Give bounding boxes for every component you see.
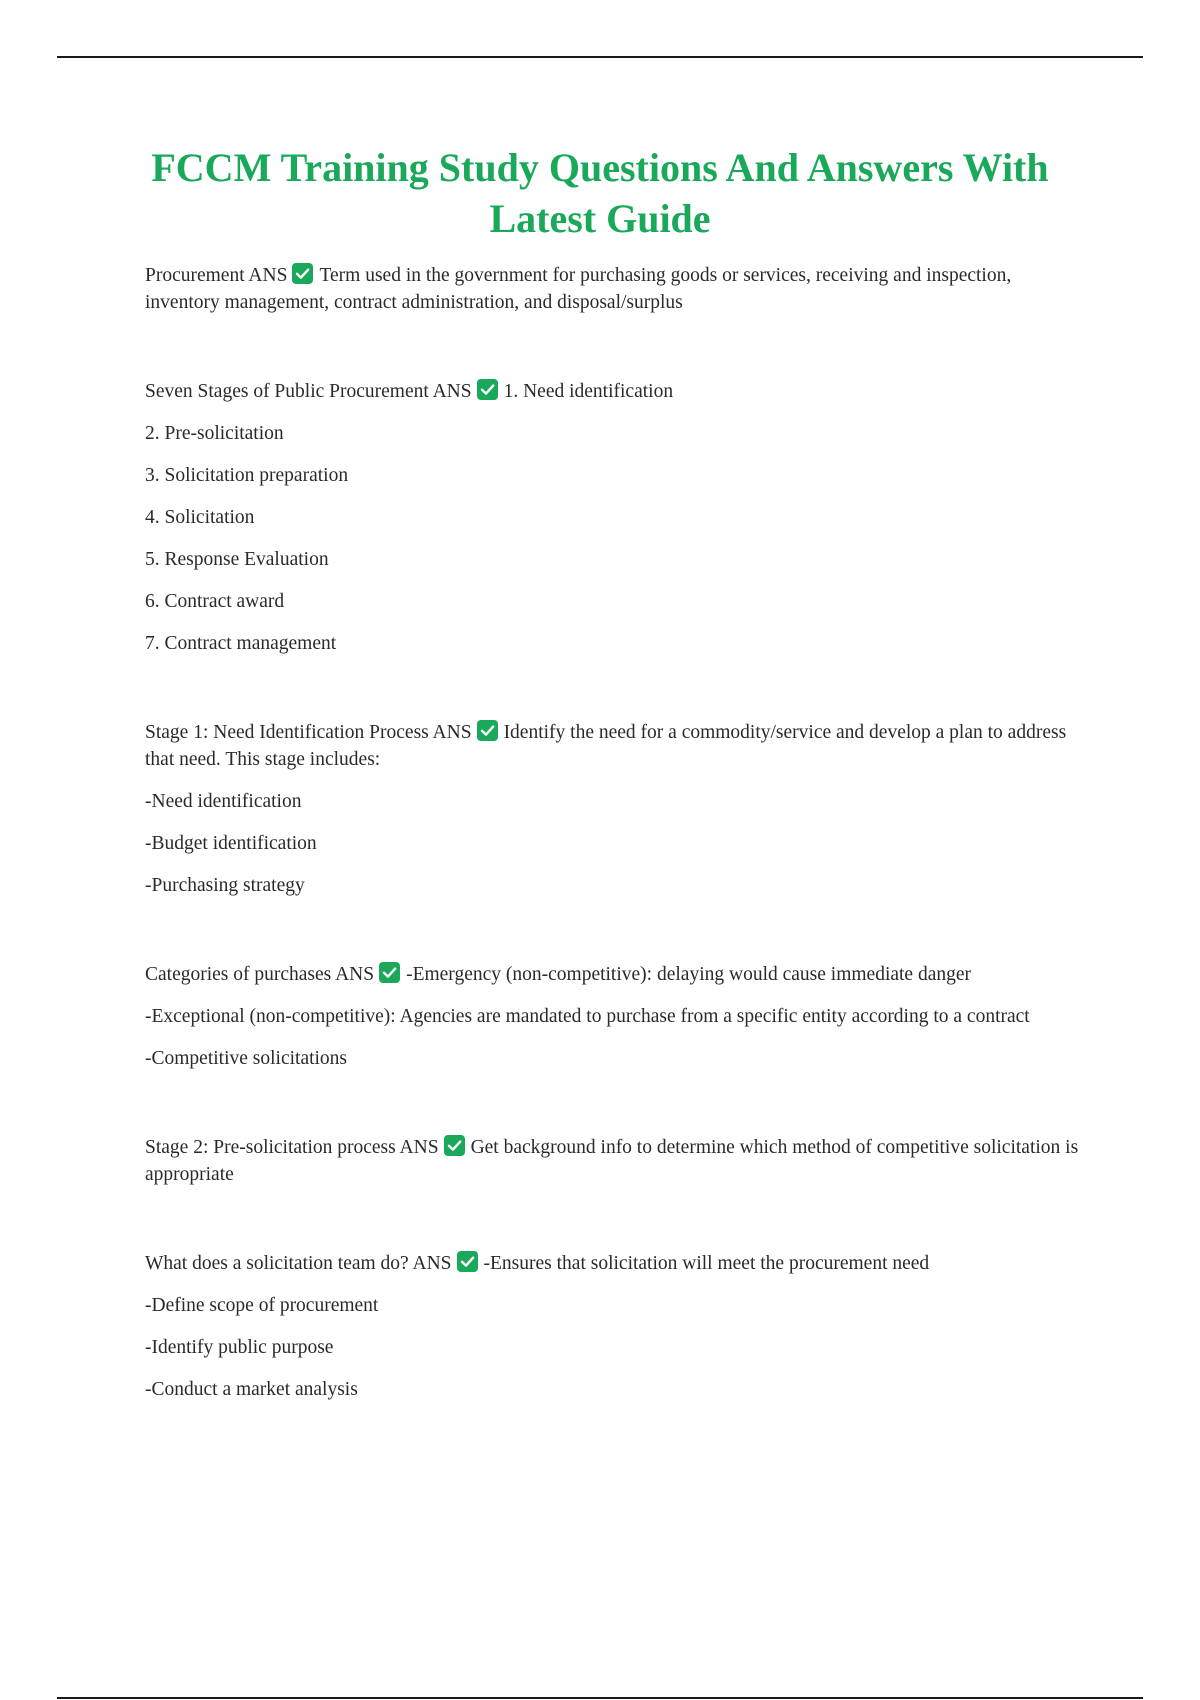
- document-title: FCCM Training Study Questions And Answers With Latest Guide: [151, 145, 1049, 241]
- answer-list-item: 7. Contract management: [145, 633, 337, 654]
- qa-entry-categories: [145, 961, 1090, 1072]
- answer-text: -Ensures that solicitation will meet the procurement need: [483, 1253, 930, 1274]
- term-label: Stage 2: Pre-solicitation process ANS: [145, 1137, 439, 1158]
- answer-list-item: 5. Response Evaluation: [145, 549, 329, 570]
- answer-list-item: -Identify public purpose: [145, 1337, 334, 1358]
- answer-text: 1. Need identification: [503, 381, 674, 402]
- answer-list-item: 6. Contract award: [145, 591, 285, 612]
- qa-entry-seven-stages: [145, 378, 1090, 657]
- qa-question-line: [145, 1134, 1090, 1188]
- qa-entry-solicitation-team: [145, 1250, 1090, 1403]
- answer-text: Get background info to determine which method of competitive solicitation is appropriate: [145, 1137, 1079, 1185]
- answer-list-item: -Competitive solicitations: [145, 1048, 348, 1069]
- check-box-icon: [457, 1251, 478, 1272]
- answer-list-item: 2. Pre-solicitation: [145, 423, 284, 444]
- answer-list-item: 3. Solicitation preparation: [145, 465, 349, 486]
- qa-question-line: [145, 719, 1090, 773]
- check-box-icon: [292, 263, 313, 284]
- term-label: Categories of purchases ANS: [145, 964, 375, 985]
- answer-list-item: -Need identification: [145, 791, 302, 812]
- term-label: What does a solicitation team do? ANS: [145, 1253, 452, 1274]
- answer-list-item: -Budget identification: [145, 833, 317, 854]
- qa-entry-stage-2: [145, 1134, 1090, 1188]
- check-box-icon: [379, 962, 400, 983]
- qa-question-line: [145, 262, 1090, 316]
- qa-entry-stage-1: [145, 719, 1090, 899]
- check-box-icon: [444, 1135, 465, 1156]
- qa-entry-procurement: [145, 262, 1090, 316]
- term-label: Procurement ANS: [145, 265, 288, 286]
- answer-text: -Emergency (non-competitive): delaying would cause immediate danger: [406, 964, 972, 985]
- check-box-icon: [477, 379, 498, 400]
- term-label: Stage 1: Need Identification Process ANS: [145, 722, 472, 743]
- answer-list-item: -Conduct a market analysis: [145, 1379, 358, 1400]
- answer-text: Identify the need for a commodity/service and develop a plan to address that need. This stage includes:: [145, 722, 1067, 770]
- answer-list-item: -Define scope of procurement: [145, 1295, 379, 1316]
- check-box-icon: [477, 720, 498, 741]
- answer-list-item: -Exceptional (non-competitive): Agencies are mandated to purchase from a specific entity according to a contract: [145, 1006, 1030, 1027]
- answer-list-item: -Purchasing strategy: [145, 875, 305, 896]
- top-rule: [57, 56, 1143, 58]
- answer-text: Term used in the government for purchasing goods or services, receiving and inspection, inventory management, contract administration, and disposal/surplus: [145, 265, 1012, 313]
- qa-question-line: [145, 378, 1090, 405]
- term-label: Seven Stages of Public Procurement ANS: [145, 381, 472, 402]
- bottom-rule: [57, 1697, 1143, 1699]
- answer-list-item: 4. Solicitation: [145, 507, 255, 528]
- qa-question-line: [145, 1250, 1090, 1277]
- qa-question-line: [145, 961, 1090, 988]
- qa-content: [145, 262, 1090, 1465]
